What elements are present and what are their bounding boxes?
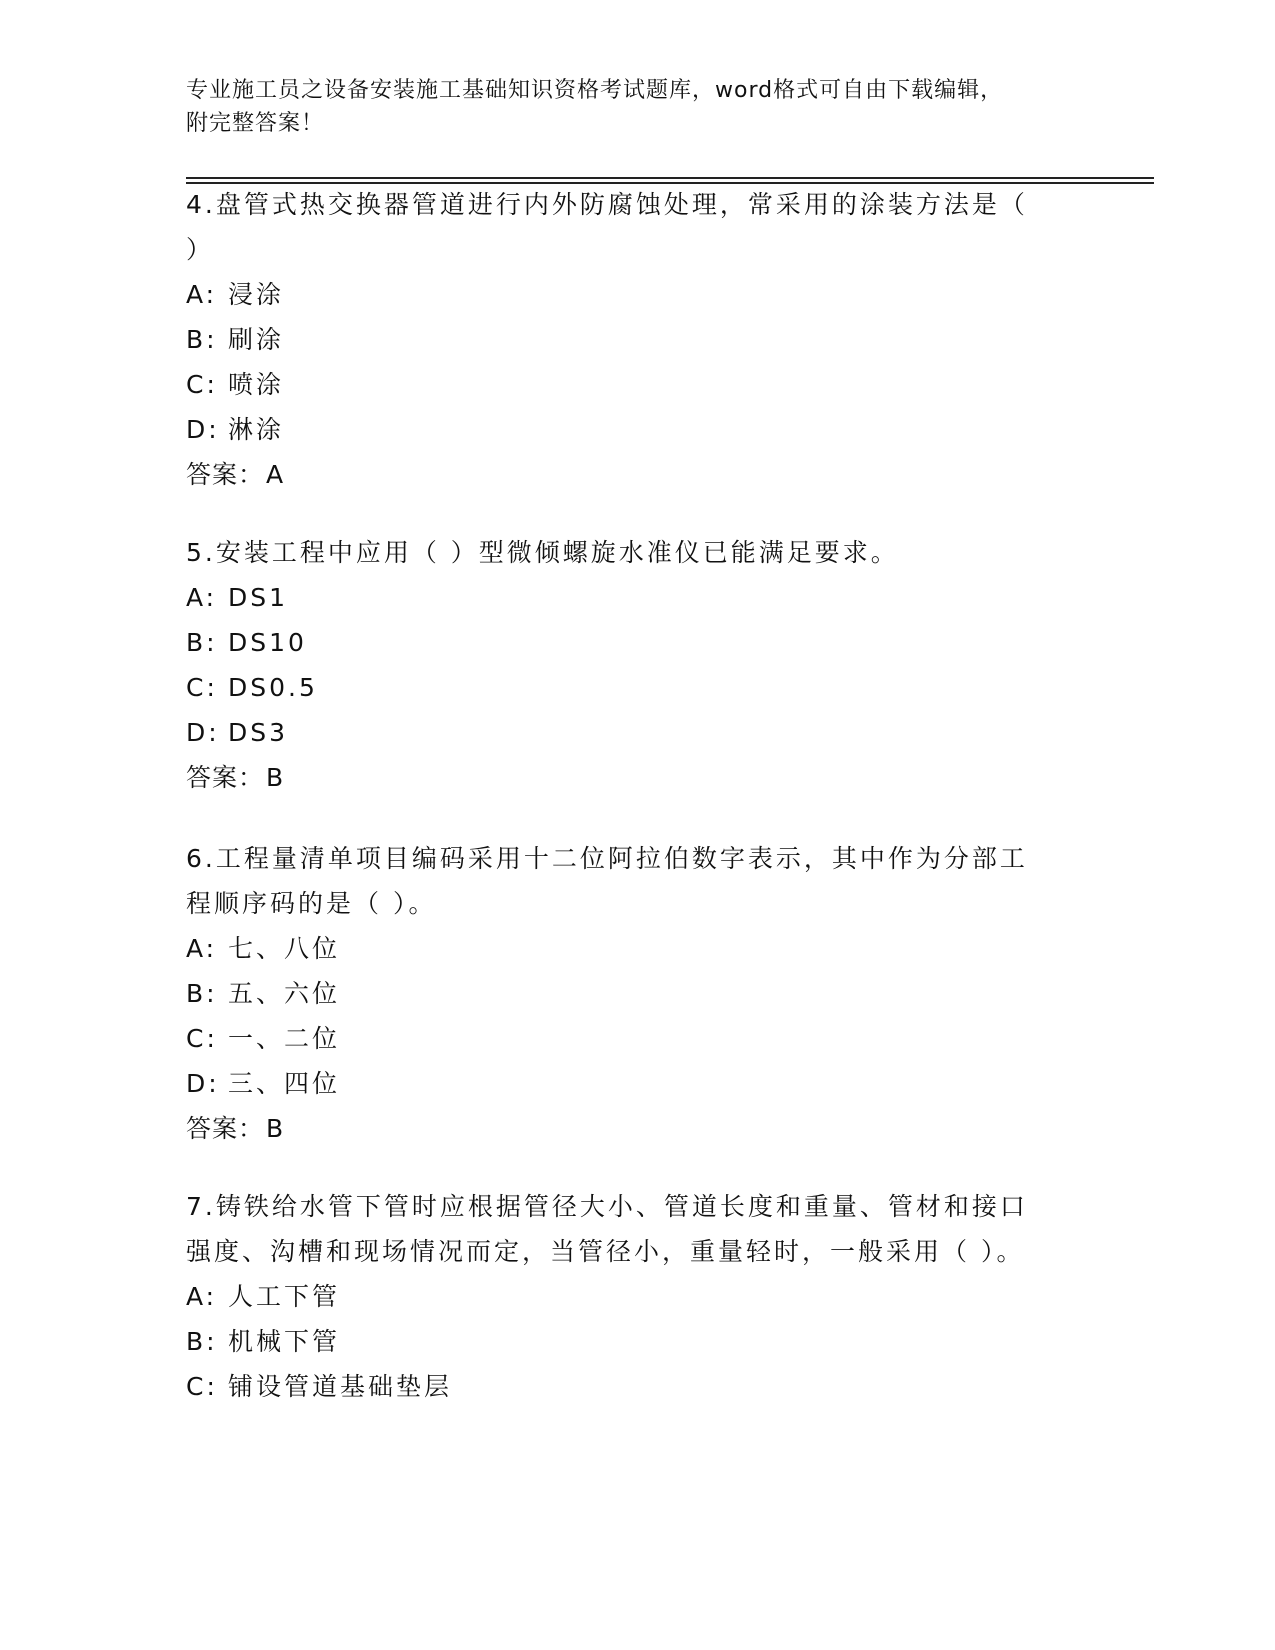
option-c xyxy=(186,362,1086,407)
document-header: 专业施工员之设备安装施工基础知识资格考试题库，word格式可自由下载编辑， 附完整答案！ xyxy=(186,78,1004,136)
option-letter: A: xyxy=(186,280,218,309)
option-b xyxy=(186,620,1086,665)
answer-value: A xyxy=(266,460,285,489)
option-letter: B: xyxy=(186,1327,218,1356)
option-letter: B: xyxy=(186,979,218,1008)
answer-line xyxy=(186,755,1086,800)
option-text: 五、六位 xyxy=(228,979,341,1008)
option-a xyxy=(186,926,1086,971)
answer-label: 答案： xyxy=(186,1114,265,1143)
option-letter: C: xyxy=(186,1024,218,1053)
option-letter: A: xyxy=(186,934,218,963)
option-text: 机械下管 xyxy=(228,1327,341,1356)
option-letter: B: xyxy=(186,325,218,354)
answer-label: 答案： xyxy=(186,460,265,489)
option-text: 七、八位 xyxy=(228,934,341,963)
option-letter: D: xyxy=(186,1069,220,1098)
option-text: DS3 xyxy=(228,718,289,747)
option-a xyxy=(186,1274,1086,1319)
answer-line xyxy=(186,1106,1086,1151)
option-c xyxy=(186,1364,1086,1409)
question-stem: 4.盘管式热交换器管道进行内外防腐蚀处理，常采用的涂装方法是（ ） xyxy=(186,190,1028,264)
option-b xyxy=(186,971,1086,1016)
option-a xyxy=(186,272,1086,317)
option-a xyxy=(186,575,1086,620)
question-stem: 6.工程量清单项目编码采用十二位阿拉伯数字表示，其中作为分部工 程顺序码的是（ ）。 xyxy=(186,844,1028,918)
option-text: 一、二位 xyxy=(228,1024,341,1053)
option-b xyxy=(186,317,1086,362)
option-letter: B: xyxy=(186,628,218,657)
option-text: 淋涂 xyxy=(228,415,285,444)
answer-label: 答案： xyxy=(186,763,265,792)
option-text: 浸涂 xyxy=(228,280,285,309)
option-letter: D: xyxy=(186,718,220,747)
question-7 xyxy=(186,1184,1086,1409)
option-d xyxy=(186,710,1086,755)
question-stem: 5.安装工程中应用（ ）型微倾螺旋水准仪已能满足要求。 xyxy=(186,538,899,567)
option-d xyxy=(186,1061,1086,1106)
answer-line xyxy=(186,452,1086,497)
option-c xyxy=(186,665,1086,710)
option-letter: A: xyxy=(186,583,218,612)
question-stem: 7.铸铁给水管下管时应根据管径大小、管道长度和重量、管材和接口 强度、沟槽和现场情况而定，当管径小，重量轻时，一般采用（ ）。 xyxy=(186,1192,1028,1266)
option-d xyxy=(186,407,1086,452)
option-text: 刷涂 xyxy=(228,325,285,354)
option-text: 喷涂 xyxy=(228,370,285,399)
question-6 xyxy=(186,836,1086,1151)
header-divider-top xyxy=(186,177,1154,179)
option-text: 三、四位 xyxy=(228,1069,341,1098)
option-letter: A: xyxy=(186,1282,218,1311)
option-text: 人工下管 xyxy=(228,1282,341,1311)
option-letter: C: xyxy=(186,370,218,399)
option-text: DS10 xyxy=(228,628,307,657)
question-4 xyxy=(186,182,1086,497)
option-text: DS1 xyxy=(228,583,289,612)
answer-value: B xyxy=(266,763,285,792)
option-letter: C: xyxy=(186,673,218,702)
option-text: 铺设管道基础垫层 xyxy=(228,1372,453,1401)
question-5 xyxy=(186,530,1086,800)
option-letter: D: xyxy=(186,415,220,444)
answer-value: B xyxy=(266,1114,285,1143)
option-c xyxy=(186,1016,1086,1061)
option-b xyxy=(186,1319,1086,1364)
option-text: DS0.5 xyxy=(228,673,318,702)
option-letter: C: xyxy=(186,1372,218,1401)
